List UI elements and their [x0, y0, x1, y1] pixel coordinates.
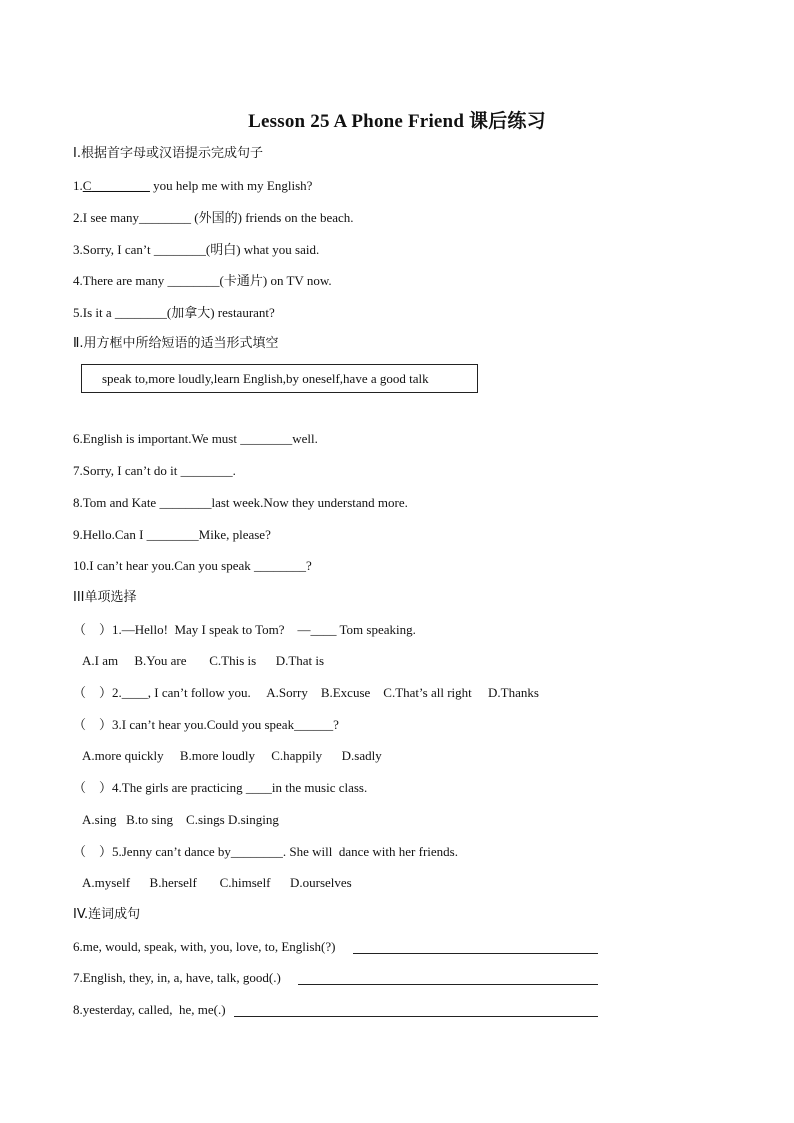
mc-question-5: （ ）5.Jenny can’t dance by________. She will dance with her friends. — [73, 844, 458, 859]
question-8: 8.Tom and Kate ________last week.Now they understand more. — [73, 495, 408, 510]
question-3: 3.Sorry, I can’t ________(明白) what you said. — [73, 242, 320, 257]
question-6: 6.English is important.We must ________well. — [73, 431, 318, 446]
section-2-heading: Ⅱ.用方框中所给短语的适当形式填空 — [73, 336, 279, 351]
mc-options-5: A.myself B.herself C.himself D.ourselves — [73, 875, 352, 890]
sentence-6: 6.me, would, speak, with, you, love, to, English(?) — [73, 939, 336, 954]
section-1-heading: Ⅰ.根据首字母或汉语提示完成句子 — [73, 146, 263, 161]
answer-line-8 — [234, 1016, 598, 1017]
question-1: 1.C_________ you help me with my English? — [73, 178, 313, 193]
question-1-hint-letter: C — [82, 178, 92, 193]
question-7: 7.Sorry, I can’t do it ________. — [73, 463, 236, 478]
mc-question-4: （ ）4.The girls are practicing ____in the music class. — [73, 780, 368, 795]
mc-options-3: A.more quickly B.more loudly C.happily D.sadly — [73, 748, 382, 763]
mc-question-1: （ ）1.—Hello! May I speak to Tom? —____ Tom speaking. — [73, 622, 416, 637]
question-4: 4.There are many ________(卡通片) on TV now. — [73, 273, 332, 288]
question-9: 9.Hello.Can I ________Mike, please? — [73, 527, 271, 542]
mc-question-2: （ ）2.____, I can’t follow you. A.Sorry B.Excuse C.That’s all right D.Thanks — [73, 685, 539, 700]
answer-line-6 — [353, 953, 598, 954]
mc-options-1: A.I am B.You are C.This is D.That is — [73, 653, 325, 668]
question-1-blank: _________ — [91, 178, 150, 193]
worksheet-title: Lesson 25 A Phone Friend 课后练习 — [248, 111, 546, 132]
question-5: 5.Is it a ________(加拿大) restaurant? — [73, 305, 275, 320]
question-10: 10.I can’t hear you.Can you speak ________? — [73, 558, 312, 573]
phrase-box: speak to,more loudly,learn English,by oneself,have a good talk — [81, 364, 478, 393]
sentence-8: 8.yesterday, called, he, me(.) — [73, 1002, 226, 1017]
question-2: 2.I see many________ (外国的) friends on the beach. — [73, 210, 354, 225]
sentence-7: 7.English, they, in, a, have, talk, good(.) — [73, 970, 281, 985]
mc-question-3: （ ）3.I can’t hear you.Could you speak______? — [73, 717, 339, 732]
section-3-heading: III单项选择 — [73, 590, 137, 605]
mc-options-4: A.sing B.to sing C.sings D.singing — [73, 812, 279, 827]
answer-line-7 — [298, 984, 598, 985]
section-4-heading: IV.连词成句 — [73, 907, 141, 922]
